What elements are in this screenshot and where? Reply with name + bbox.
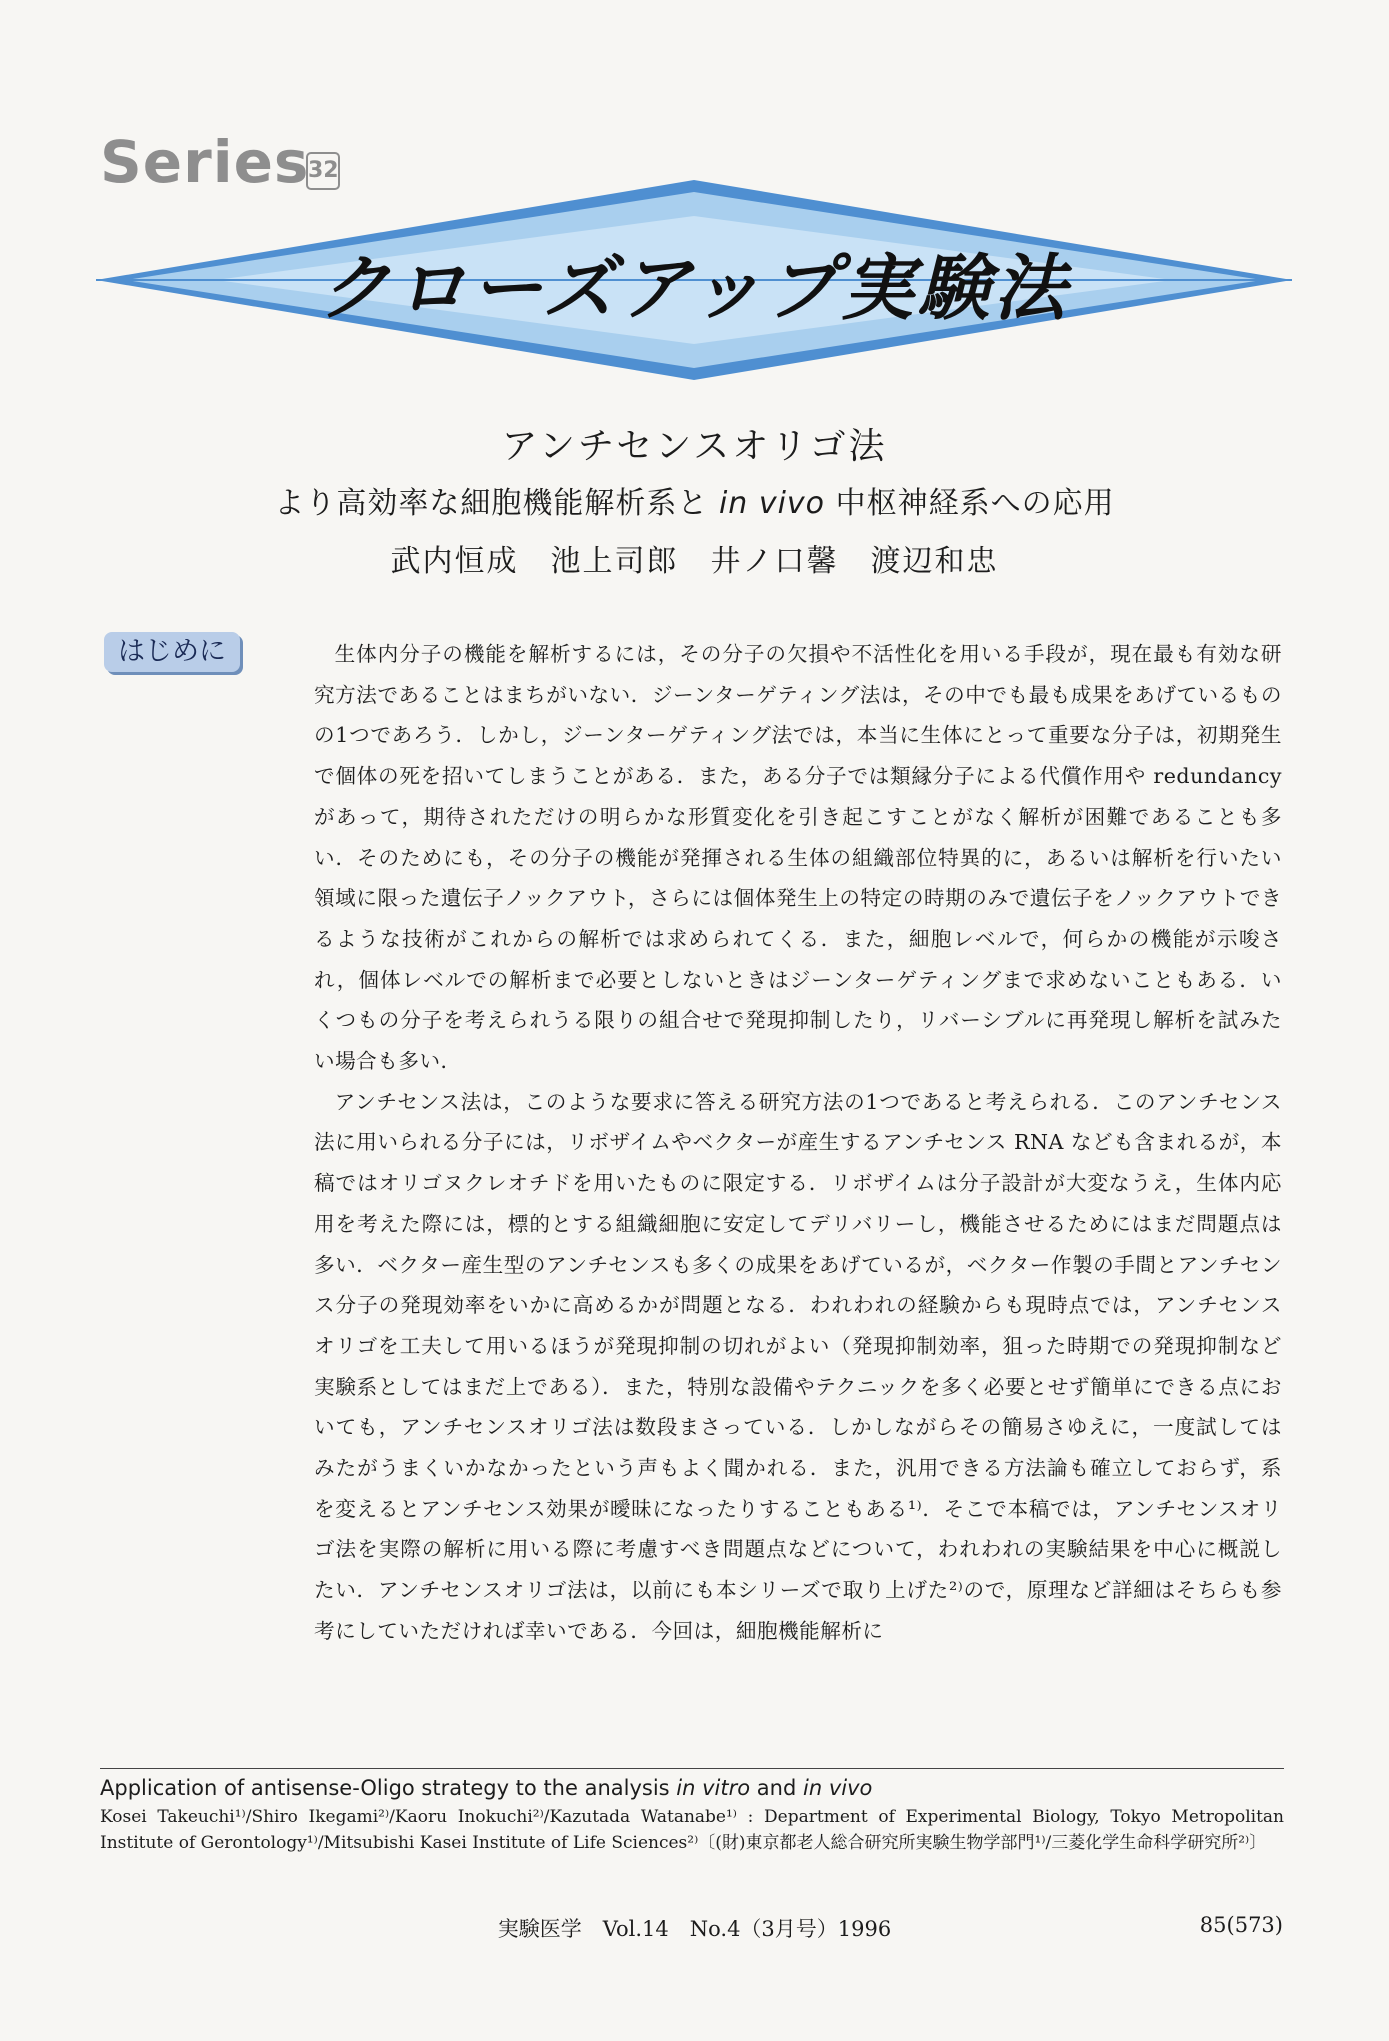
article-title: アンチセンスオリゴ法 bbox=[501, 426, 888, 467]
page-number: 85(573) bbox=[1199, 1913, 1283, 1937]
series-number-badge: 32 bbox=[306, 152, 340, 190]
article-subtitle: より高効率な細胞機能解析系と in vivo 中枢神経系への応用 bbox=[274, 486, 1115, 521]
paragraph-1: 生体内分子の機能を解析するには，その分子の欠損や不活性化を用いる手段が，現在最も有効な研究方法であることはまちがいない．ジーンターゲティング法は，その中でも最も成果をあげているものの1つであろう．しかし，ジーンターゲティング法では，本当に生体にとって重要な分子は，初期発生で個体の死を招いてしまうことがある．また，ある分子では類縁分子による代償作用や redundancy があって，期待されただけの明らかな形質変化を引き起こすことがなく解析が困難であることも多い．そのためにも，その分子の機能が発揮される生体の組織部位特異的に，あるいは解析を行いたい領域に限った遺伝子ノックアウト，さらには個体発生上の特定の時期のみで遺伝子をノックアウトできるような技術がこれからの解析では求められてくる．また，細胞レベルで，何らかの機能が示唆され，個体レベルでの解析まで必要としないときはジーンターゲティングまで求めないこともある．いくつもの分子を考えられうる限りの組合せで発現抑制したり，リバーシブルに再発現し解析を試みたい場合も多い． bbox=[314, 642, 1282, 1074]
affiliations: Kosei Takeuchi¹⁾/Shiro Ikegami²⁾/Kaoru Inokuchi²⁾/Kazutada Watanabe¹⁾ : Department of Experimental Biology, Tokyo Metropolitan Institute of Gerontology¹⁾/Mitsubishi Kasei Institute of Life Sciences²⁾〔(財)東京都老人総合研究所実験生物学部門¹⁾/三菱化学生命科学研究所²⁾〕 bbox=[100, 1807, 1284, 1853]
banner-title: クローズアップ実験法 bbox=[318, 246, 1070, 330]
english-title: Application of antisense-Oligo strategy to the analysis in vitro and in vivo bbox=[100, 1776, 873, 1800]
article-authors: 武内恒成 池上司郎 井ノ口馨 渡辺和忠 bbox=[390, 544, 999, 579]
paragraph-2: アンチセンス法は，このような要求に答える研究方法の1つであると考えられる．このアンチセンス法に用いられる分子には，リボザイムやベクターが産生するアンチセンス RNA なども含まれるが，本稿ではオリゴヌクレオチドを用いたものに限定する．リボザイムは分子設計が大変なうえ，生体内応用を考えた際には，標的とする組織細胞に安定してデリバリーし，機能させるためにはまだ問題点は多い．ベクター産生型のアンチセンスも多くの成果をあげているが，ベクター作製の手間とアンチセンス分子の発現効率をいかに高めるかが問題となる．われわれの経験からも現時点では，アンチセンスオリゴを工夫して用いるほうが発現抑制の切れがよい（発現抑制効率，狙った時期での発現抑制など実験系としてはまだ上である）．また，特別な設備やテクニックを多く必要とせず簡単にできる点においても，アンチセンスオリゴ法は数段まさっている．しかしながらその簡易さゆえに，一度試してはみたがうまくいかなかったという声もよく聞かれる．また，汎用できる方法論も確立しておらず，系を変えるとアンチセンス効果が曖昧になったりすることもある¹⁾．そこで本稿では，アンチセンスオリゴ法を実際の解析に用いる際に考慮すべき問題点などについて，われわれの実験結果を中心に概説したい．アンチセンスオリゴ法は，以前にも本シリーズで取り上げた²⁾ので，原理など詳細はそちらも参考にしていただければ幸いである．今回は，細胞機能解析に bbox=[314, 1089, 1282, 1643]
journal-footer: 実験医学 Vol.14 No.4（3月号）1996 bbox=[497, 1917, 892, 1941]
footnote-divider bbox=[100, 1768, 1284, 1769]
body-text bbox=[314, 634, 1282, 1652]
series-label: Series bbox=[100, 128, 310, 196]
section-heading-tab: はじめに bbox=[104, 632, 240, 672]
